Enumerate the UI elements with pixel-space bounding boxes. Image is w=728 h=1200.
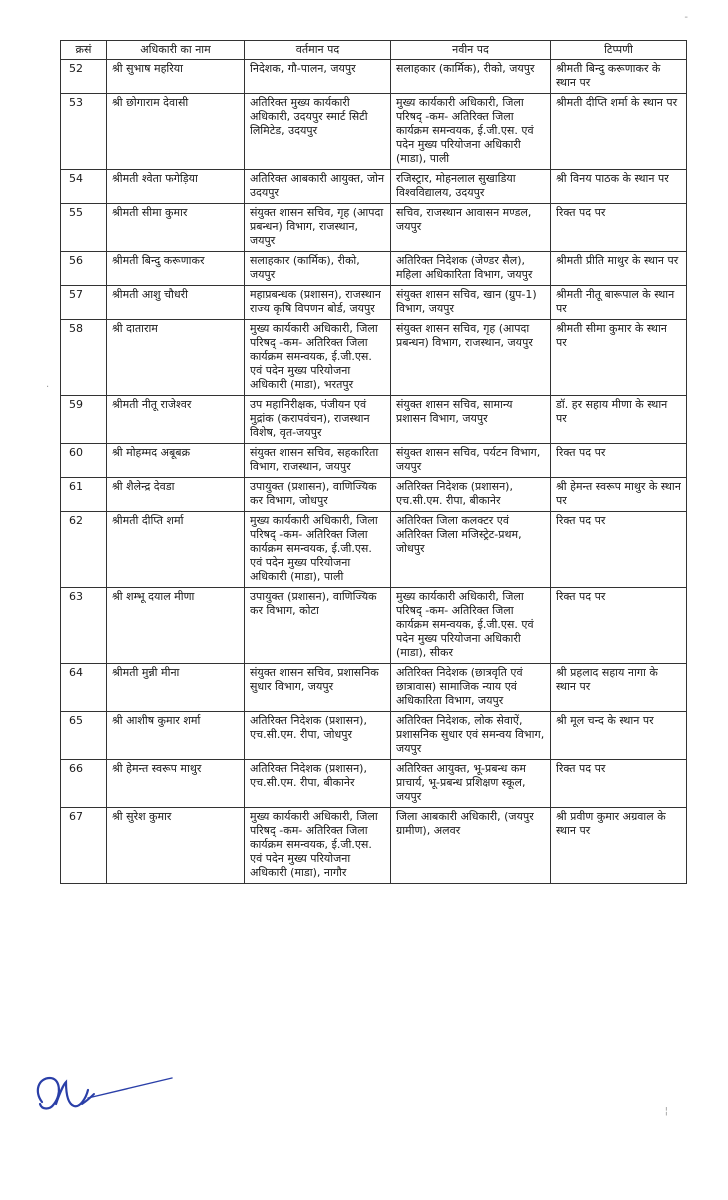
header-remarks: टिप्पणी: [551, 41, 687, 60]
cell-current-post: मुख्य कार्यकारी अधिकारी, जिला परिषद् -कम- अतिरिक्त जिला कार्यक्रम समन्वयक, ई.जी.एस. एवं पदेन मुख्य परियोजना अधिकारी (माडा), पाली: [245, 512, 391, 588]
cell-officer-name: श्री आशीष कुमार शर्मा: [107, 712, 245, 760]
cell-serial-number: 54: [61, 170, 107, 204]
cell-current-post: अतिरिक्त मुख्य कार्यकारी अधिकारी, उदयपुर स्मार्ट सिटी लिमिटेड, उदयपुर: [245, 94, 391, 170]
cell-current-post: सलाहकार (कार्मिक), रीको, जयपुर: [245, 252, 391, 286]
cell-current-post: अतिरिक्त निदेशक (प्रशासन), एच.सी.एम. रीपा, बीकानेर: [245, 760, 391, 808]
table-row: [61, 444, 687, 478]
cell-remarks: श्री हेमन्त स्वरूप माथुर के स्थान पर: [551, 478, 687, 512]
cell-current-post: उपायुक्त (प्रशासन), वाणिज्यिक कर विभाग, जोधपुर: [245, 478, 391, 512]
cell-remarks: श्रीमती सीमा कुमार के स्थान पर: [551, 320, 687, 396]
cell-current-post: अतिरिक्त निदेशक (प्रशासन), एच.सी.एम. रीपा, जोधपुर: [245, 712, 391, 760]
cell-officer-name: श्री सुरेश कुमार: [107, 808, 245, 884]
cell-new-post: संयुक्त शासन सचिव, खान (ग्रुप-1) विभाग, जयपुर: [391, 286, 551, 320]
cell-current-post: संयुक्त शासन सचिव, प्रशासनिक सुधार विभाग, जयपुर: [245, 664, 391, 712]
header-serial-number: क्रसं: [61, 41, 107, 60]
cell-serial-number: 53: [61, 94, 107, 170]
cell-serial-number: 65: [61, 712, 107, 760]
cell-remarks: श्रीमती बिन्दु करूणाकर के स्थान पर: [551, 60, 687, 94]
cell-serial-number: 64: [61, 664, 107, 712]
cell-new-post: अतिरिक्त निदेशक, लोक सेवाऐं, प्रशासनिक सुधार एवं समन्वय विभाग, जयपुर: [391, 712, 551, 760]
cell-remarks: श्रीमती नीतू बारूपाल के स्थान पर: [551, 286, 687, 320]
cell-remarks: श्री विनय पाठक के स्थान पर: [551, 170, 687, 204]
cell-new-post: सचिव, राजस्थान आवासन मण्डल, जयपुर: [391, 204, 551, 252]
cell-officer-name: श्री छोगाराम देवासी: [107, 94, 245, 170]
cell-current-post: उपायुक्त (प्रशासन), वाणिज्यिक कर विभाग, कोटा: [245, 588, 391, 664]
cell-new-post: अतिरिक्त आयुक्त, भू-प्रबन्ध कम प्राचार्य, भू-प्रबन्ध प्रशिक्षण स्कूल, जयपुर: [391, 760, 551, 808]
cell-serial-number: 62: [61, 512, 107, 588]
cell-officer-name: श्री दाताराम: [107, 320, 245, 396]
header-officer-name: अधिकारी का नाम: [107, 41, 245, 60]
signature: [30, 1064, 180, 1124]
table-row: [61, 286, 687, 320]
scan-mark: ¦: [664, 1106, 668, 1117]
cell-serial-number: 58: [61, 320, 107, 396]
cell-serial-number: 63: [61, 588, 107, 664]
cell-new-post: संयुक्त शासन सचिव, पर्यटन विभाग, जयपुर: [391, 444, 551, 478]
cell-new-post: मुख्य कार्यकारी अधिकारी, जिला परिषद् -कम- अतिरिक्त जिला कार्यक्रम समन्वयक, ई.जी.एस. एवं पदेन मुख्य परियोजना अधिकारी (माडा), पाली: [391, 94, 551, 170]
header-new-post: नवीन पद: [391, 41, 551, 60]
cell-remarks: रिक्त पद पर: [551, 760, 687, 808]
cell-officer-name: श्रीमती आशु चौधरी: [107, 286, 245, 320]
cell-current-post: महाप्रबन्धक (प्रशासन), राजस्थान राज्य कृषि विपणन बोर्ड, जयपुर: [245, 286, 391, 320]
cell-current-post: उप महानिरीक्षक, पंजीयन एवं मुद्रांक (करापवंचन), राजस्थान विशेष, वृत-जयपुर: [245, 396, 391, 444]
cell-new-post: अतिरिक्त जिला कलक्टर एवं अतिरिक्त जिला मजिस्ट्रेट-प्रथम, जोधपुर: [391, 512, 551, 588]
cell-remarks: श्रीमती प्रीति माथुर के स्थान पर: [551, 252, 687, 286]
cell-new-post: अतिरिक्त निदेशक (जेण्डर सैल), महिला अधिकारिता विभाग, जयपुर: [391, 252, 551, 286]
cell-officer-name: श्रीमती बिन्दु करूणाकर: [107, 252, 245, 286]
table-row: [61, 252, 687, 286]
cell-serial-number: 52: [61, 60, 107, 94]
cell-officer-name: श्री शम्भू दयाल मीणा: [107, 588, 245, 664]
cell-officer-name: श्री हेमन्त स्वरूप माथुर: [107, 760, 245, 808]
cell-remarks: श्रीमती दीप्ति शर्मा के स्थान पर: [551, 94, 687, 170]
cell-current-post: संयुक्त शासन सचिव, सहकारिता विभाग, राजस्थान, जयपुर: [245, 444, 391, 478]
cell-new-post: सलाहकार (कार्मिक), रीको, जयपुर: [391, 60, 551, 94]
cell-serial-number: 67: [61, 808, 107, 884]
cell-remarks: रिक्त पद पर: [551, 512, 687, 588]
cell-remarks: डॉ. हर सहाय मीणा के स्थान पर: [551, 396, 687, 444]
cell-current-post: संयुक्त शासन सचिव, गृह (आपदा प्रबन्धन) विभाग, राजस्थान, जयपुर: [245, 204, 391, 252]
cell-new-post: रजिस्ट्रार, मोहनलाल सुखाडिया विश्वविद्यालय, उदयपुर: [391, 170, 551, 204]
cell-new-post: अतिरिक्त निदेशक (छात्रवृति एवं छात्रावास) सामाजिक न्याय एवं अधिकारिता विभाग, जयपुर: [391, 664, 551, 712]
cell-officer-name: श्रीमती दीप्ति शर्मा: [107, 512, 245, 588]
table-row: [61, 396, 687, 444]
cell-officer-name: श्री सुभाष महरिया: [107, 60, 245, 94]
cell-serial-number: 60: [61, 444, 107, 478]
cell-remarks: श्री मूल चन्द के स्थान पर: [551, 712, 687, 760]
transfer-order-table: [60, 40, 687, 884]
cell-serial-number: 61: [61, 478, 107, 512]
cell-new-post: संयुक्त शासन सचिव, गृह (आपदा प्रबन्धन) विभाग, राजस्थान, जयपुर: [391, 320, 551, 396]
cell-new-post: संयुक्त शासन सचिव, सामान्य प्रशासन विभाग, जयपुर: [391, 396, 551, 444]
cell-serial-number: 55: [61, 204, 107, 252]
cell-serial-number: 56: [61, 252, 107, 286]
cell-remarks: रिक्त पद पर: [551, 444, 687, 478]
table-row: [61, 712, 687, 760]
header-current-post: वर्तमान पद: [245, 41, 391, 60]
table-row: [61, 760, 687, 808]
cell-serial-number: 66: [61, 760, 107, 808]
table-row: [61, 204, 687, 252]
table-row: [61, 478, 687, 512]
cell-new-post: अतिरिक्त निदेशक (प्रशासन), एच.सी.एम. रीपा, बीकानेर: [391, 478, 551, 512]
cell-remarks: श्री प्रहलाद सहाय नागा के स्थान पर: [551, 664, 687, 712]
scan-mark: ·: [46, 382, 50, 393]
cell-officer-name: श्री शैलेन्द्र देवडा: [107, 478, 245, 512]
cell-officer-name: श्रीमती श्वेता फगेड़िया: [107, 170, 245, 204]
table-row: [61, 170, 687, 204]
cell-officer-name: श्रीमती नीतू राजेश्वर: [107, 396, 245, 444]
cell-officer-name: श्रीमती मुन्नी मीना: [107, 664, 245, 712]
cell-remarks: श्री प्रवीण कुमार अग्रवाल के स्थान पर: [551, 808, 687, 884]
cell-serial-number: 59: [61, 396, 107, 444]
cell-remarks: रिक्त पद पर: [551, 588, 687, 664]
cell-current-post: मुख्य कार्यकारी अधिकारी, जिला परिषद् -कम- अतिरिक्त जिला कार्यक्रम समन्वयक, ई.जी.एस. एवं पदेन मुख्य परियोजना अधिकारी (माडा), नागौर: [245, 808, 391, 884]
table-row: [61, 664, 687, 712]
table-row: [61, 60, 687, 94]
scan-mark: -: [684, 12, 688, 23]
table-row: [61, 588, 687, 664]
cell-new-post: मुख्य कार्यकारी अधिकारी, जिला परिषद् -कम- अतिरिक्त जिला कार्यक्रम समन्वयक, ई.जी.एस. एवं पदेन मुख्य परियोजना अधिकारी (माडा), सीकर: [391, 588, 551, 664]
table-row: [61, 320, 687, 396]
table-header-row: [61, 41, 687, 60]
cell-new-post: जिला आबकारी अधिकारी, (जयपुर ग्रामीण), अलवर: [391, 808, 551, 884]
cell-officer-name: श्री मोहम्मद अबूबक्र: [107, 444, 245, 478]
table-row: [61, 808, 687, 884]
cell-remarks: रिक्त पद पर: [551, 204, 687, 252]
cell-officer-name: श्रीमती सीमा कुमार: [107, 204, 245, 252]
cell-current-post: मुख्य कार्यकारी अधिकारी, जिला परिषद् -कम- अतिरिक्त जिला कार्यक्रम समन्वयक, ई.जी.एस. एवं पदेन मुख्य परियोजना अधिकारी (माडा), भरतपुर: [245, 320, 391, 396]
cell-current-post: निदेशक, गौ-पालन, जयपुर: [245, 60, 391, 94]
table-body: [61, 60, 687, 884]
table-row: [61, 512, 687, 588]
cell-current-post: अतिरिक्त आबकारी आयुक्त, जोन उदयपुर: [245, 170, 391, 204]
cell-serial-number: 57: [61, 286, 107, 320]
table-row: [61, 94, 687, 170]
